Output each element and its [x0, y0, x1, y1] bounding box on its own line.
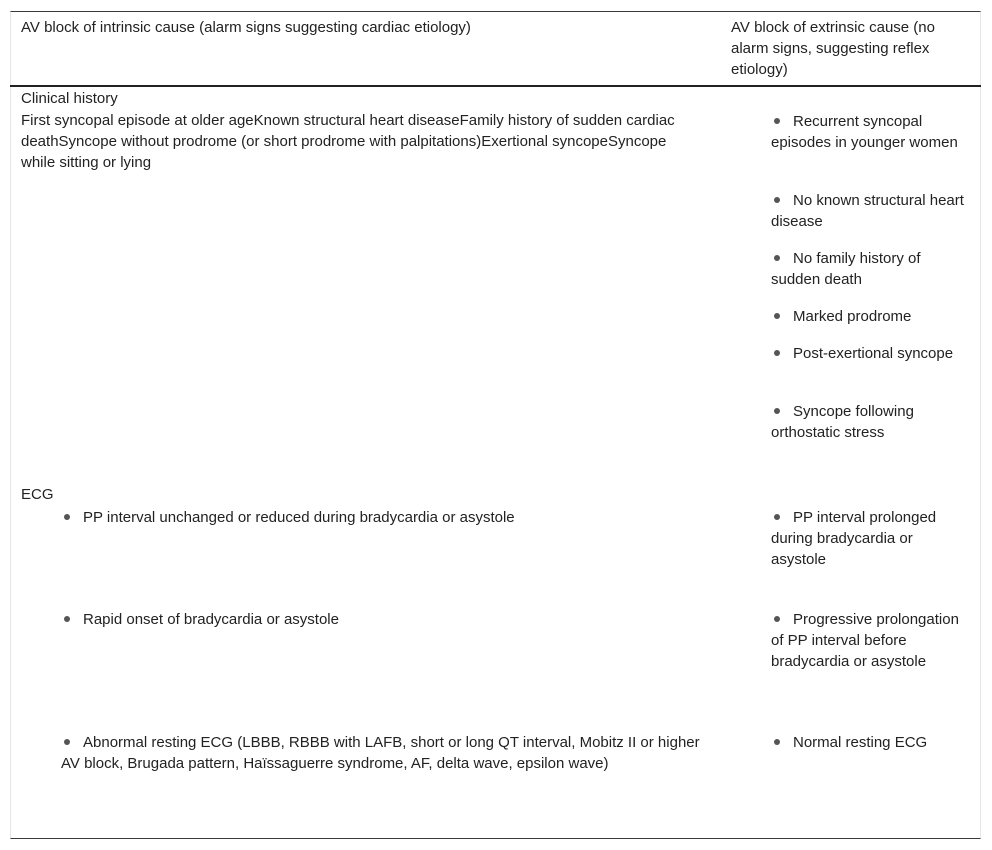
header-extrinsic-cause: AV block of extrinsic cause (no alarm signs, suggesting reflex etiology) — [731, 19, 935, 78]
bullet-icon — [774, 255, 780, 261]
bullet-icon — [774, 197, 780, 203]
list-item: Normal resting ECG — [771, 732, 971, 753]
bullet-icon — [774, 350, 780, 356]
list-item: PP interval unchanged or reduced during bradycardia or asystole — [61, 507, 701, 528]
bullet-icon — [774, 118, 780, 124]
section-label-ecg: ECG — [21, 486, 54, 503]
list-item: Abnormal resting ECG (LBBB, RBBB with LAFB, short or long QT interval, Mobitz II or higher AV block, Brugada pattern, Haïssaguerre syndrome, AF, delta wave, epsilon wave) — [61, 734, 700, 772]
list-item: No family history of sudden death — [771, 250, 921, 288]
bullet-icon — [774, 313, 780, 319]
bullet-icon — [64, 739, 70, 745]
list-item: Syncope following orthostatic stress — [771, 403, 914, 441]
bullet-icon — [774, 616, 780, 622]
bullet-icon — [774, 514, 780, 520]
list-item: Marked prodrome — [771, 306, 971, 327]
list-item: PP interval prolonged during bradycardia or asystole — [771, 509, 937, 568]
list-item: Recurrent syncopal episodes in younger women — [771, 113, 958, 151]
clinical-history-intrinsic-text: First syncopal episode at older ageKnown structural heart diseaseFamily history of sudden cardiac deathSyncope without prodrome (or short prodrome with palpitations)Exertional syncopeSyncope while sitting or lying — [21, 112, 675, 171]
header-divider — [10, 85, 981, 87]
bullet-icon — [774, 408, 780, 414]
bullet-icon — [64, 514, 70, 520]
bullet-icon — [64, 616, 70, 622]
list-item: Rapid onset of bradycardia or asystole — [61, 609, 701, 630]
list-item: Progressive prolongation of PP interval before bradycardia or asystole — [771, 611, 959, 670]
section-label-clinical-history: Clinical history — [21, 90, 118, 107]
header-intrinsic-cause: AV block of intrinsic cause (alarm signs suggesting cardiac etiology) — [21, 19, 471, 36]
bullet-icon — [774, 739, 780, 745]
list-item: Post-exertional syncope — [771, 343, 971, 364]
list-item: No known structural heart disease — [771, 192, 964, 230]
